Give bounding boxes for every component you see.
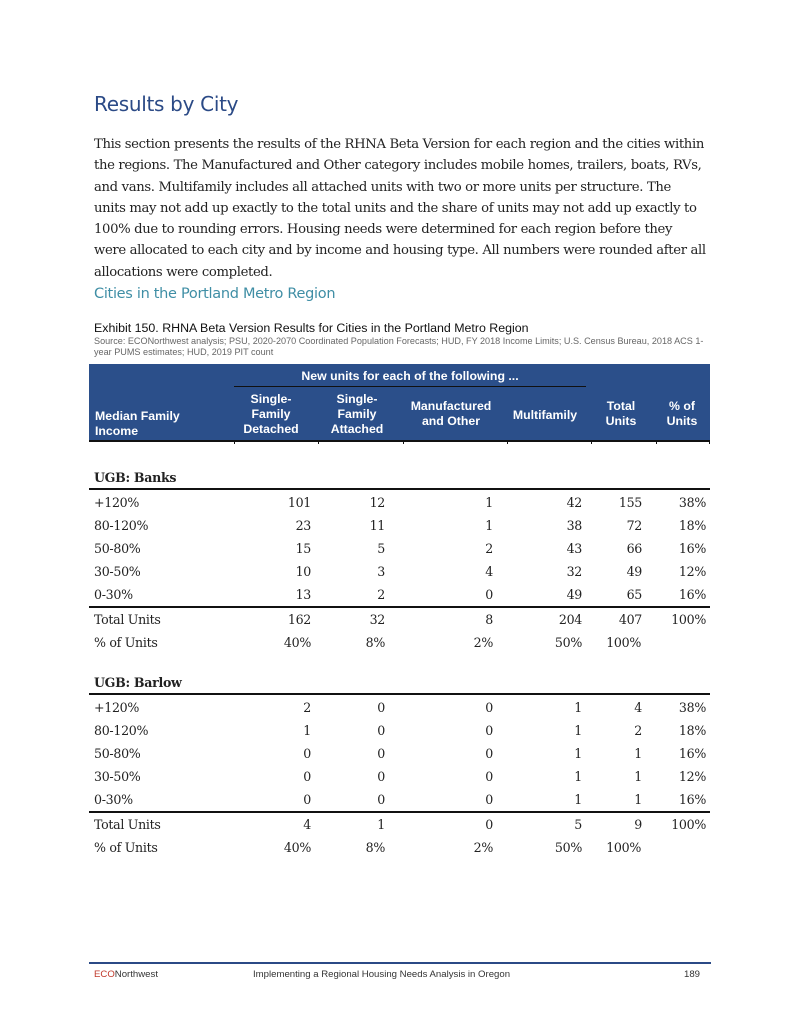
cell-mf: 1 — [574, 723, 582, 738]
cell-man: 0 — [485, 769, 493, 784]
cell-sfd: 40% — [283, 840, 311, 855]
cell-sfa: 5 — [377, 541, 385, 556]
cell-mf: 42 — [566, 495, 582, 510]
col-header-total-units — [589, 399, 653, 429]
cell-total: 100% — [606, 840, 641, 855]
cell-sfa: 2 — [377, 587, 385, 602]
cell-total: 49 — [626, 564, 642, 579]
cell-sfa: 8% — [365, 840, 385, 855]
cell-sfd: 15 — [295, 541, 311, 556]
section-title: UGB: Banks — [89, 466, 710, 490]
col-header-text: Family — [251, 407, 291, 421]
table-row — [89, 742, 710, 765]
cell-total: 1 — [634, 769, 642, 784]
row-label: Total Units — [94, 612, 161, 627]
cell-total: 407 — [618, 612, 642, 627]
cell-sfd: 0 — [303, 769, 311, 784]
cell-sfd: 23 — [295, 518, 311, 533]
group-header-rule — [234, 386, 586, 387]
row-label: 80-120% — [94, 723, 149, 738]
col-header-single-family-detached — [235, 392, 307, 437]
cell-mf: 1 — [574, 792, 582, 807]
cell-mf: 5 — [574, 817, 582, 832]
cell-mf: 43 — [566, 541, 582, 556]
cell-sfa: 1 — [377, 817, 385, 832]
footer-brand-eco: ECO — [94, 969, 115, 980]
cell-pct: 16% — [678, 587, 706, 602]
cell-mf: 1 — [574, 746, 582, 761]
cell-total: 9 — [634, 817, 642, 832]
col-header-text: Single- — [336, 392, 378, 406]
row-label: 0-30% — [94, 792, 133, 807]
cell-mf: 49 — [566, 587, 582, 602]
row-label: +120% — [94, 700, 140, 715]
section-subheading: Cities in the Portland Metro Region — [94, 286, 336, 302]
table-row — [89, 696, 710, 719]
cell-total: 66 — [626, 541, 642, 556]
cell-mf: 1 — [574, 700, 582, 715]
column-tick — [507, 440, 508, 444]
cell-total: 155 — [618, 495, 642, 510]
cell-pct: 12% — [678, 564, 706, 579]
column-tick — [318, 440, 319, 444]
cell-pct: 38% — [678, 700, 706, 715]
col-header-text: Total — [606, 399, 636, 413]
column-tick — [709, 440, 710, 444]
cell-sfa: 12 — [369, 495, 385, 510]
cell-man: 2% — [473, 840, 493, 855]
col-header-pct-units — [657, 399, 707, 429]
cell-sfa: 11 — [369, 518, 385, 533]
cell-man: 0 — [485, 723, 493, 738]
cell-total: 4 — [634, 700, 642, 715]
col-header-text: Manufactured — [410, 399, 492, 413]
cell-man: 0 — [485, 700, 493, 715]
cell-sfa: 0 — [377, 769, 385, 784]
table-section-banks — [89, 466, 710, 654]
cell-pct: 16% — [678, 792, 706, 807]
table-total-row — [89, 606, 710, 631]
col-header-manufactured — [401, 399, 501, 429]
col-header-text: Units — [666, 414, 698, 428]
cell-sfd: 10 — [295, 564, 311, 579]
cell-sfa: 0 — [377, 723, 385, 738]
cell-sfa: 32 — [369, 612, 385, 627]
column-tick — [234, 440, 235, 444]
cell-total: 65 — [626, 587, 642, 602]
cell-man: 0 — [485, 817, 493, 832]
cell-sfd: 1 — [303, 723, 311, 738]
cell-pct: 18% — [678, 723, 706, 738]
col-header-text: and Other — [421, 414, 481, 428]
cell-man: 8 — [485, 612, 493, 627]
table-row — [89, 583, 710, 606]
cell-sfa: 0 — [377, 792, 385, 807]
section-title: UGB: Barlow — [89, 671, 710, 695]
column-tick — [656, 440, 657, 444]
footer-title: Implementing a Regional Housing Needs Analysis in Oregon — [253, 969, 511, 980]
table-row — [89, 765, 710, 788]
cell-mf: 32 — [566, 564, 582, 579]
cell-pct: 16% — [678, 541, 706, 556]
cell-total: 72 — [626, 518, 642, 533]
table-header — [89, 364, 710, 442]
col-header-median-family-income — [95, 409, 180, 439]
row-label: 50-80% — [94, 746, 141, 761]
cell-sfa: 3 — [377, 564, 385, 579]
cell-sfd: 13 — [295, 587, 311, 602]
column-tick — [403, 440, 404, 444]
col-header-text: Income — [95, 424, 139, 438]
cell-mf: 204 — [558, 612, 582, 627]
exhibit-source: Source: ECONorthwest analysis; PSU, 2020-2070 Coordinated Population Forecasts; HUD, FY 2018 Income Limits; U.S. Census Bureau, 2018 ACS 1-year PUMS estimates; HUD, 2019 PIT count — [94, 336, 704, 357]
cell-sfd: 4 — [303, 817, 311, 832]
cell-sfd: 162 — [287, 612, 311, 627]
intro-paragraph: This section presents the results of the RHNA Beta Version for each region and the cities within the regions. The Manufactured and Other category includes mobile homes, trailers, boats, RVs, and vans. Multifamily includes all attached units with two or more units per structure. The units may not add up exactly to the total units and the share of units may not add up exactly to 100% due to rounding errors. Housing needs were determined for each region before they were allocated to each city and by income and housing type. All numbers were rounded after all allocations were completed. — [94, 137, 706, 280]
cell-man: 1 — [485, 495, 493, 510]
cell-man: 0 — [485, 746, 493, 761]
row-label: 0-30% — [94, 587, 133, 602]
col-header-multifamily — [504, 408, 586, 423]
footer-rule — [89, 962, 711, 964]
col-header-text: Detached — [243, 422, 299, 436]
table-row — [89, 514, 710, 537]
col-header-text: Median Family — [95, 409, 180, 423]
row-label: % of Units — [94, 635, 158, 650]
cell-man: 4 — [485, 564, 493, 579]
footer-brand-rest: Northwest — [114, 969, 158, 980]
table-row — [89, 560, 710, 583]
cell-sfd: 2 — [303, 700, 311, 715]
cell-sfd: 40% — [283, 635, 311, 650]
row-label: 30-50% — [94, 769, 141, 784]
table-pct-row — [89, 631, 710, 654]
cell-mf: 50% — [554, 635, 582, 650]
col-header-text: Multifamily — [512, 408, 578, 422]
cell-sfd: 0 — [303, 746, 311, 761]
cell-pct: 12% — [678, 769, 706, 784]
cell-man: 1 — [485, 518, 493, 533]
cell-mf: 38 — [566, 518, 582, 533]
table-section-barlow — [89, 671, 710, 859]
group-header: New units for each of the following ... — [301, 369, 519, 383]
cell-mf: 1 — [574, 769, 582, 784]
row-label: 50-80% — [94, 541, 141, 556]
cell-sfa: 0 — [377, 700, 385, 715]
cell-pct: 16% — [678, 746, 706, 761]
footer-brand — [94, 969, 158, 980]
table-row — [89, 537, 710, 560]
row-label: 30-50% — [94, 564, 141, 579]
col-header-text: Family — [337, 407, 377, 421]
cell-man: 0 — [485, 792, 493, 807]
col-header-text: Units — [605, 414, 637, 428]
cell-total: 2 — [634, 723, 642, 738]
table-row — [89, 719, 710, 742]
row-label: % of Units — [94, 840, 158, 855]
column-tick — [591, 440, 592, 444]
row-label: Total Units — [94, 817, 161, 832]
page-heading: Results by City — [94, 92, 239, 116]
cell-pct: 38% — [678, 495, 706, 510]
col-header-text: % of — [669, 399, 695, 413]
row-label: +120% — [94, 495, 140, 510]
cell-total: 1 — [634, 792, 642, 807]
table-row — [89, 788, 710, 811]
table-pct-row — [89, 836, 710, 859]
cell-man: 2% — [473, 635, 493, 650]
table-total-row — [89, 811, 710, 836]
cell-total: 100% — [606, 635, 641, 650]
cell-sfa: 0 — [377, 746, 385, 761]
cell-man: 2 — [485, 541, 493, 556]
exhibit-title: Exhibit 150. RHNA Beta Version Results for Cities in the Portland Metro Region — [94, 321, 529, 335]
table-row — [89, 491, 710, 514]
page-number: 189 — [684, 969, 701, 980]
cell-sfd: 0 — [303, 792, 311, 807]
cell-pct: 100% — [671, 817, 706, 832]
cell-pct: 100% — [671, 612, 706, 627]
cell-pct: 18% — [678, 518, 706, 533]
row-label: 80-120% — [94, 518, 149, 533]
cell-man: 0 — [485, 587, 493, 602]
col-header-text: Attached — [330, 422, 384, 436]
cell-total: 1 — [634, 746, 642, 761]
cell-sfd: 101 — [287, 495, 311, 510]
cell-mf: 50% — [554, 840, 582, 855]
col-header-single-family-attached — [317, 392, 397, 437]
cell-sfa: 8% — [365, 635, 385, 650]
col-header-text: Single- — [250, 392, 292, 406]
